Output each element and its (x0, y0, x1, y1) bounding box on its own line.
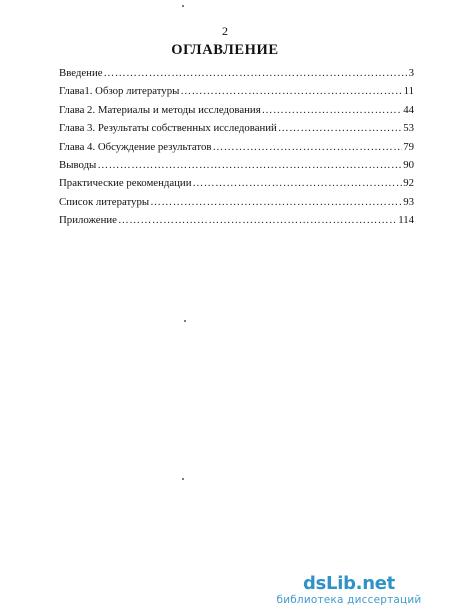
table-of-contents (59, 64, 414, 230)
dot-leader (193, 174, 403, 192)
dot-leader (180, 82, 402, 100)
toc-entry-title: Глава1. Обзор литературы (59, 85, 180, 98)
dot-leader (278, 119, 402, 137)
toc-entry-chapter-2 (59, 101, 414, 119)
toc-entry-recommendations (59, 174, 414, 192)
toc-entry-title: Приложение (59, 214, 117, 227)
toc-entry-title: Глава 2. Материалы и методы исследования (59, 103, 261, 116)
toc-entry-conclusions (59, 156, 414, 174)
dot-leader (212, 138, 402, 156)
watermark-subtitle: библиотека диссертаций (276, 594, 422, 606)
scan-speck (184, 320, 186, 322)
page-number: 2 (222, 24, 228, 38)
toc-entry-title: Глава 4. Обсуждение результатов (59, 140, 212, 153)
toc-entry-title: Практические рекомендации (59, 177, 192, 190)
toc-entry-appendix (59, 211, 414, 229)
toc-entry-page: 79 (403, 140, 414, 153)
toc-entry-title: Глава 3. Результаты собственных исследований (59, 122, 277, 135)
scan-speck (182, 478, 184, 480)
toc-entry-page: 114 (398, 214, 414, 227)
dot-leader (118, 211, 397, 229)
toc-entry-title: Введение (59, 67, 103, 79)
toc-entry-page: 93 (403, 195, 414, 208)
toc-entry-page: 90 (403, 158, 414, 171)
toc-entry-references (59, 193, 414, 211)
watermark-logo: dsLib.net (303, 573, 395, 594)
toc-title: ОГЛАВЛЕНИЕ (171, 42, 279, 58)
toc-entry-chapter-4 (59, 138, 414, 156)
dot-leader (150, 193, 402, 211)
toc-entry-title: Выводы (59, 158, 97, 171)
site-watermark (264, 574, 434, 607)
dot-leader (104, 64, 408, 82)
toc-entry-chapter-3 (59, 119, 414, 137)
dot-leader (97, 156, 402, 174)
toc-entry-page: 44 (403, 103, 414, 116)
toc-entry-page: 11 (403, 85, 414, 98)
toc-entry-chapter-1 (59, 82, 414, 100)
toc-entry-page: 92 (403, 177, 414, 190)
dot-leader (262, 101, 403, 119)
scan-speck (182, 5, 184, 7)
toc-entry-page: 53 (403, 122, 414, 135)
toc-entry-introduction (59, 64, 414, 82)
toc-entry-page: 3 (408, 67, 414, 79)
toc-entry-title: Список литературы (59, 195, 150, 208)
